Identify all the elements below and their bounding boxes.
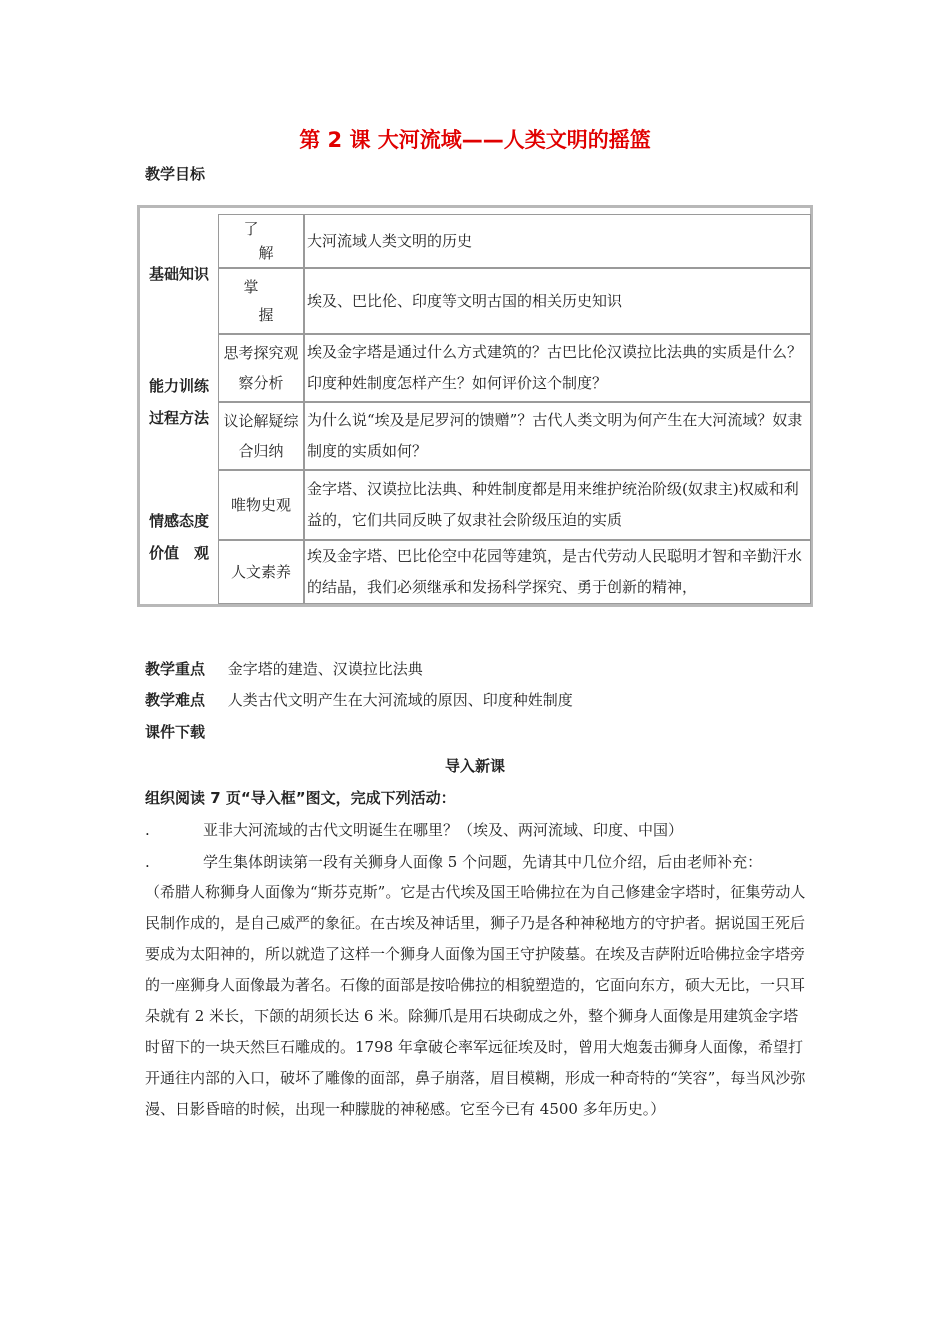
list-item-2-text: 学生集体朗读第一段有关狮身人面像 5 个问题，先请其中几位介绍，后由老师补充： xyxy=(203,853,763,871)
key-point-label: 教学重点 xyxy=(145,660,206,678)
category-ability-2: 过程方法 xyxy=(148,409,209,427)
page-title: 第 2 课 大河流域——人类文明的摇篮 xyxy=(299,128,651,152)
difficulty xyxy=(145,689,573,710)
sub-discuss-2: 合归纳 xyxy=(238,442,284,460)
category-emotion-2: 价值 观 xyxy=(148,544,209,562)
sub-understand-1: 了 xyxy=(243,220,259,238)
desc-materialism: 金字塔、汉谟拉比法典、种姓制度都是用来维护统治阶级(奴隶主)权威和利益的，它们共同反映了奴隶社会阶级压迫的实质 xyxy=(304,470,811,540)
list-item-2 xyxy=(145,851,762,872)
desc-humanities: 埃及金字塔、巴比伦空中花园等建筑，是古代劳动人民聪明才智和辛勤汗水的结晶，我们必须继承和发扬科学探究、勇于创新的精神， xyxy=(304,540,811,604)
category-basic: 基础知识 xyxy=(148,265,209,283)
category-emotion-1: 情感态度 xyxy=(148,512,209,530)
intro-heading: 导入新课 xyxy=(444,757,505,775)
goals-table xyxy=(137,205,813,607)
sub-master-1: 掌 xyxy=(243,278,259,296)
sub-think-1: 思考探究观 xyxy=(223,344,299,362)
goals-heading: 教学目标 xyxy=(145,165,206,183)
activity-text: 组织阅读 7 页“导入框”图文，完成下列活动： xyxy=(145,789,456,807)
sub-think-2: 察分析 xyxy=(238,374,284,392)
sub-humanities: 人文素养 xyxy=(218,540,304,604)
list-item-2-bullet: . xyxy=(145,853,150,871)
difficulty-text: 人类古代文明产生在大河流域的原因、印度种姓制度 xyxy=(227,691,573,709)
sphinx-paragraph: （希腊人称狮身人面像为“斯芬克斯”。它是古代埃及国王哈佛拉在为自己修建金字塔时，征集劳动人民制作成的，是自己威严的象征。在古埃及神话里，狮子乃是各种神秘地方的守护者。据说国王死后要成为太阳神的，所以就造了这样一个狮身人面像为国王守护陵墓。在埃及吉萨附近哈佛拉金字塔旁的一座狮身人面像最为著名。石像的面部是按哈佛拉的相貌塑造的，它面向东方，硕大无比，一只耳朵就有 2 米长，下颌的胡须长达 6 米。除狮爪是用石块砌成之外，整个狮身人面像是用建筑金字塔时留下的一块天然巨石雕成的。1798 年拿破仑率军远征埃及时，曾用大炮轰击狮身人面像，希望打开通往内部的入口，破坏了雕像的面部，鼻子崩落，眉目模糊，形成一种奇特的“笑容”，每当风沙弥漫、日影昏暗的时候，出现一种朦胧的神秘感。它至今已有 4500 多年历史。） xyxy=(145,883,806,1118)
list-item-1-text: 亚非大河流域的古代文明诞生在哪里？（埃及、两河流域、印度、中国） xyxy=(203,821,684,839)
category-emotion xyxy=(140,470,218,604)
sub-discuss xyxy=(218,402,304,470)
sub-discuss-1: 议论解疑综 xyxy=(223,412,299,430)
category-ability-1: 能力训练 xyxy=(148,377,209,395)
desc-understand: 大河流域人类文明的历史 xyxy=(304,214,811,268)
category-ability xyxy=(140,334,218,470)
sub-materialism: 唯物史观 xyxy=(218,470,304,540)
desc-think: 埃及金字塔是通过什么方式建筑的？古巴比伦汉谟拉比法典的实质是什么？印度种姓制度怎样产生？如何评价这个制度？ xyxy=(304,334,811,402)
list-item-1-bullet: . xyxy=(145,821,150,839)
sub-understand-2: 解 xyxy=(258,244,274,262)
sub-master-2: 握 xyxy=(258,306,274,324)
key-point-text: 金字塔的建造、汉谟拉比法典 xyxy=(227,660,423,678)
desc-discuss: 为什么说“埃及是尼罗河的馈赠”？古代人类文明为何产生在大河流域？奴隶制度的实质如何？ xyxy=(304,402,811,470)
sub-understand xyxy=(218,214,304,268)
download-link[interactable]: 课件下载 xyxy=(145,723,206,741)
difficulty-label: 教学难点 xyxy=(145,691,206,709)
key-point xyxy=(145,658,423,679)
sub-master xyxy=(218,268,304,334)
sub-think xyxy=(218,334,304,402)
desc-master: 埃及、巴比伦、印度等文明古国的相关历史知识 xyxy=(304,268,811,334)
list-item-1 xyxy=(145,819,683,840)
